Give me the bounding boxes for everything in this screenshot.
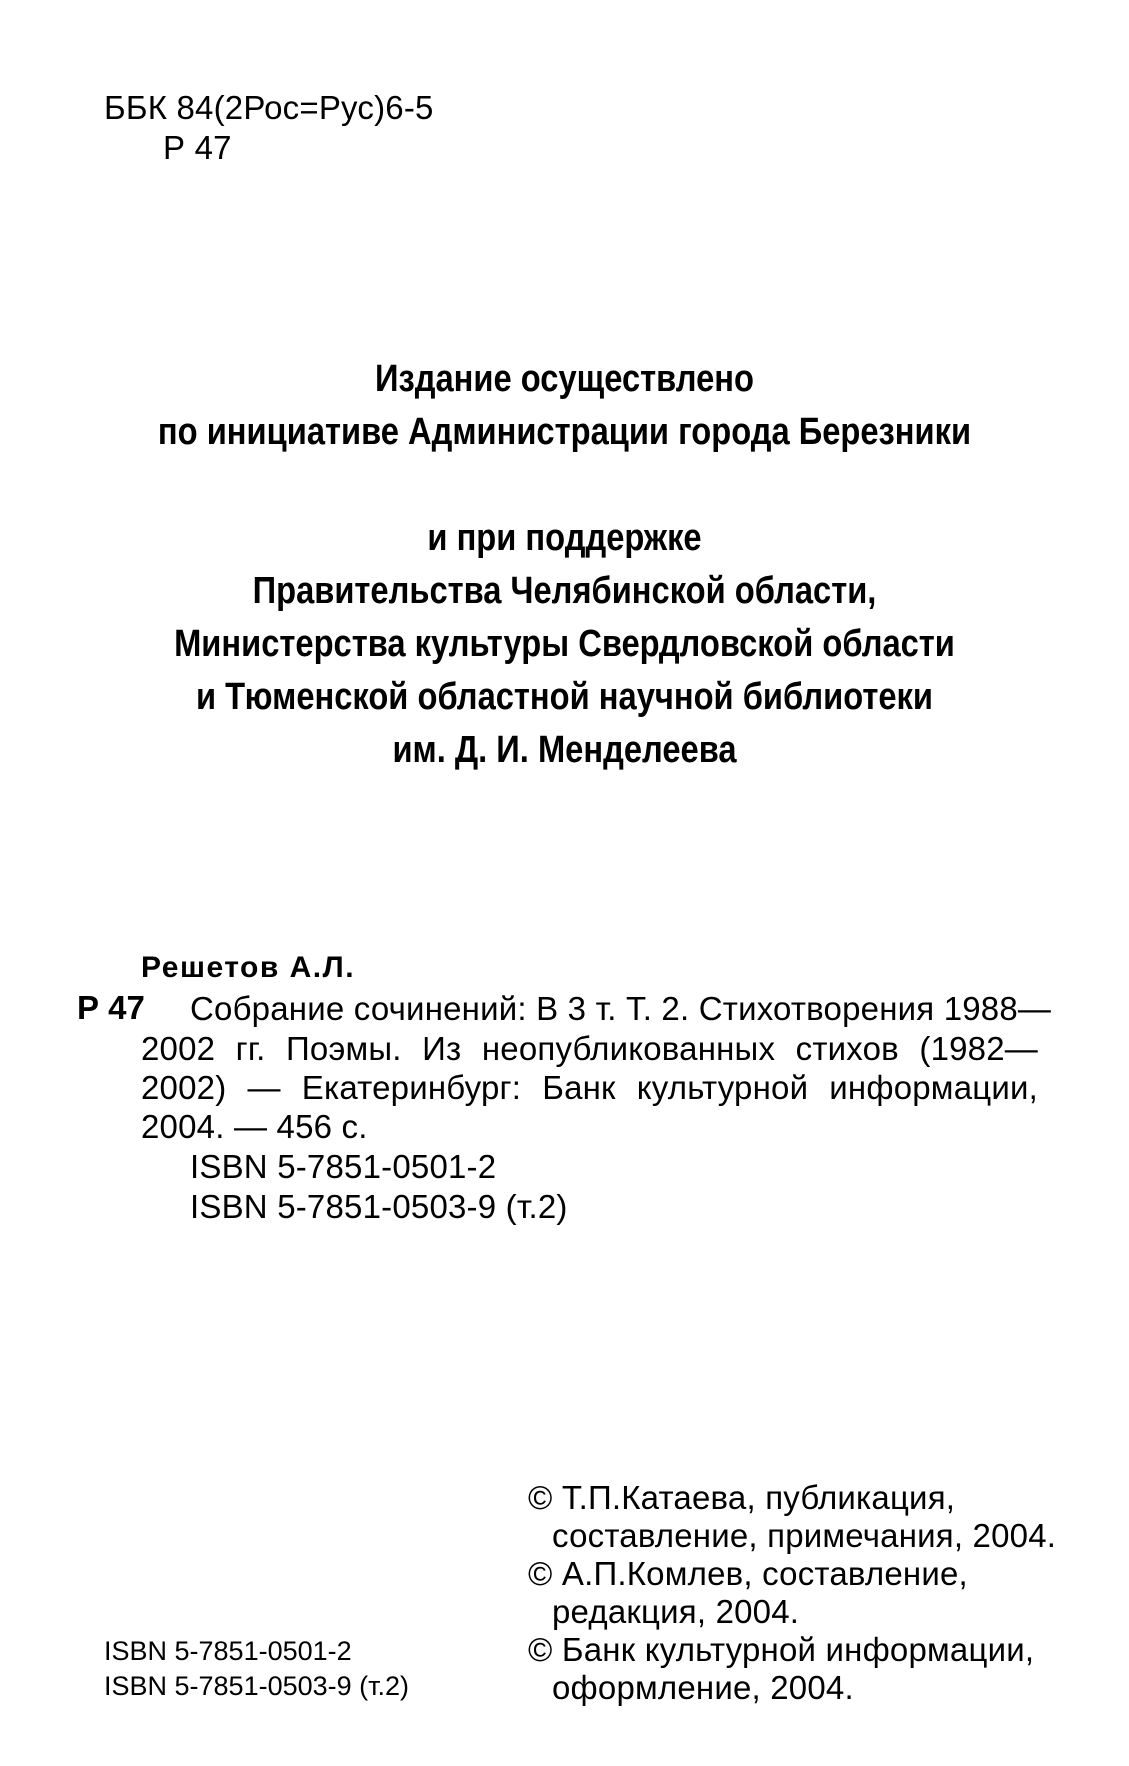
publication-note-line-3: и при поддержке: [427, 517, 702, 559]
copyright-1-line-2: составление, примечания, 2004.: [552, 1517, 1057, 1554]
publication-note-line-6: и Тюменской областной научной библиотеки: [195, 676, 934, 718]
catalog-description-line-2: 2002 гг. Поэмы. Из неопубликованных стихов (1982—: [141, 1030, 1038, 1067]
catalog-description-line-4: 2004. — 456 с.: [141, 1108, 368, 1145]
copyright-3-line-1: © Банк культурной информации,: [528, 1631, 1035, 1668]
copyright-2-line-1: © А.П.Комлев, составление,: [528, 1555, 968, 1592]
copyright-2-line-2: редакция, 2004.: [552, 1593, 800, 1630]
copyright-1-line-1: © Т.П.Катаева, публикация,: [528, 1479, 956, 1516]
publication-note-line-1: Издание осуществлено: [375, 358, 754, 400]
publication-note-line-2: по инициативе Администрации города Березники: [157, 411, 972, 453]
footer-isbn-2: ISBN 5-7851-0503-9 (т.2): [104, 1671, 410, 1701]
catalog-author: Решетов А.Л.: [141, 951, 356, 984]
publication-note-line-7: им. Д. И. Менделеева: [392, 729, 737, 771]
copyright-3-line-2: оформление, 2004.: [552, 1669, 854, 1706]
author-mark: Р 47: [163, 129, 232, 166]
publication-note-line-5: Министерства культуры Свердловской области: [174, 623, 955, 665]
catalog-code: Р 47: [77, 989, 145, 1026]
publication-note-line-4: Правительства Челябинской области,: [252, 570, 877, 612]
catalog-description-line-3: 2002) — Екатеринбург: Банк культурной информации,: [141, 1069, 1038, 1106]
catalog-isbn-1: ISBN 5-7851-0501-2: [190, 1148, 497, 1185]
catalog-description-line-1: Собрание сочинений: В 3 т. Т. 2. Стихотворения 1988—: [190, 990, 1052, 1027]
footer-isbn-1: ISBN 5-7851-0501-2: [104, 1636, 352, 1666]
bbk-code: ББК 84(2Рос=Рус)6-5: [104, 89, 434, 126]
catalog-isbn-2: ISBN 5-7851-0503-9 (т.2): [190, 1188, 568, 1225]
